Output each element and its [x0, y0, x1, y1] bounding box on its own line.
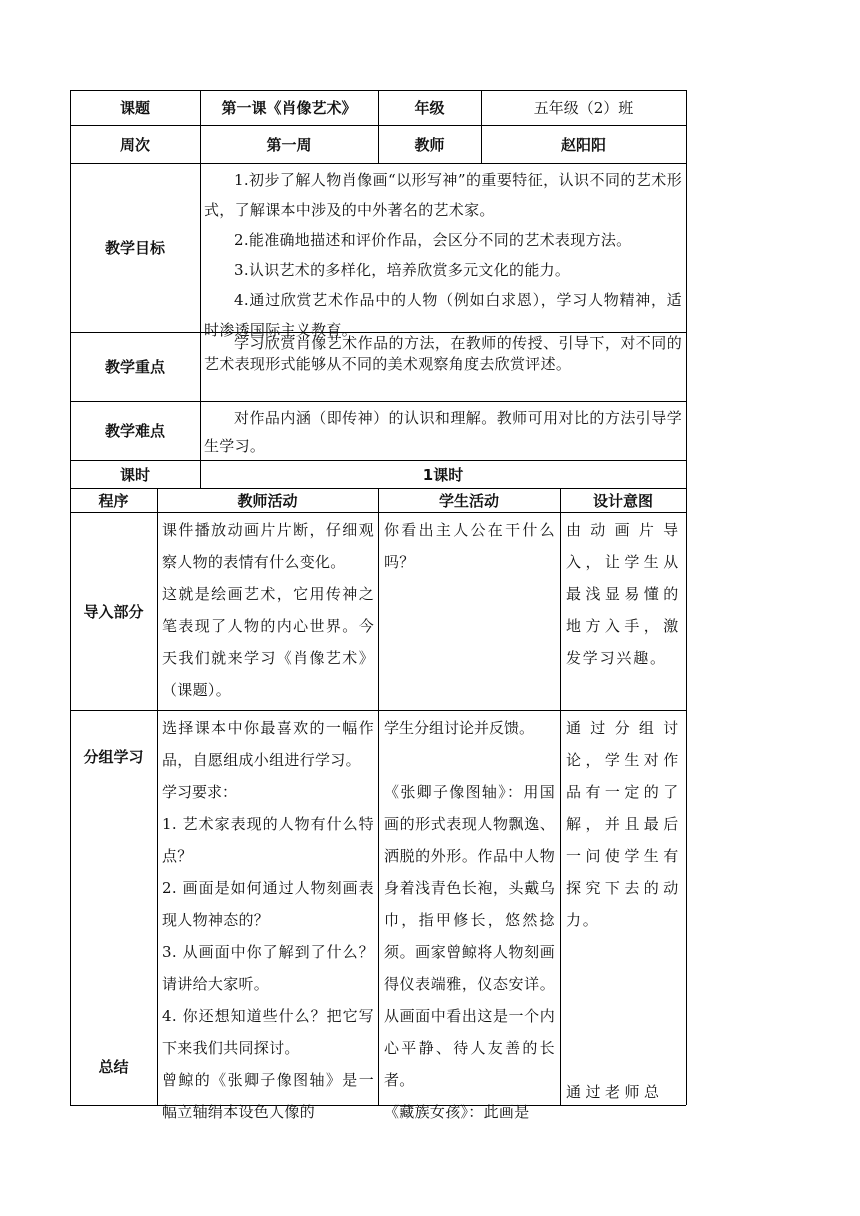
student-activity-line: 你看出主人公在干什么吗？: [384, 521, 555, 571]
column-header-student: 学生活动: [438, 491, 499, 510]
goal-item: 2.能准确地描述和评价作品，会区分不同的艺术表现方法。: [234, 231, 632, 249]
difficulties-content: [204, 404, 682, 458]
teacher-value: 赵阳阳: [560, 135, 606, 154]
design-intent-line: 由动画片导入，让学生从最浅显易懂的地方入手，激发学习兴趣。: [566, 521, 680, 667]
teacher-activity-line: 选择课本中你最喜欢的一幅作品，自愿组成小组进行学习。: [162, 719, 374, 769]
teacher-activity-line: 2. 画面是如何通过人物刻画表现人物神态的？: [162, 879, 374, 929]
hours-value: 1课时: [422, 465, 464, 484]
hours-label: 课时: [119, 465, 150, 484]
column-header-teacher: 教师活动: [237, 491, 298, 510]
grade-label: 年级: [414, 99, 445, 117]
student-activity-line: 学生分组讨论并反馈。: [384, 719, 535, 737]
grade-value: 五年级（2）班: [533, 99, 634, 117]
goals-label: 教学目标: [104, 239, 165, 257]
goals-content: [204, 165, 682, 339]
week-label: 周次: [119, 135, 150, 154]
teacher-activity-line: 课件播放动画片片断，仔细观察人物的表情有什么变化。: [162, 521, 374, 571]
student-activity-line: 《藏族女孩》：此画是: [384, 1103, 530, 1121]
stage-summary: 总结: [98, 1057, 129, 1076]
difficulties-label: 教学难点: [104, 422, 165, 440]
teacher-activity-group: [162, 712, 374, 1128]
goal-item: 3.认识艺术的多样化，培养欣赏多元文化的能力。: [234, 261, 571, 279]
column-header-intent: 设计意图: [592, 491, 653, 510]
design-intent-summary: [566, 1076, 680, 1108]
key-points-content: [204, 333, 682, 400]
teacher-activity-line: 3. 从画面中你了解到了什么？请讲给大家听。: [162, 943, 374, 993]
teacher-activity-line: 这就是绘画艺术，它用传神之笔表现了人物的内心世界。今天我们就来学习《肖像艺术》（课题）。: [162, 585, 374, 699]
design-intent-line: 通过老师总: [566, 1083, 664, 1101]
teacher-label: 教师: [414, 135, 445, 154]
grid-line: [378, 488, 379, 1105]
design-intent-line: 通过分组讨论，学生对作品有一定的了解，并且最后一问使学生有探究下去的动力。: [566, 719, 680, 929]
difficulties-text: 对作品内涵（即传神）的认识和理解。教师可用对比的方法引导学生学习。: [204, 409, 682, 455]
grid-line: [686, 90, 687, 1105]
student-activity-spacer: [384, 744, 555, 776]
student-activity-line: 《张卿子像图轴》：用国画的形式表现人物飘逸、洒脱的外形。作品中人物身着浅青色长袍，头戴乌巾，指甲修长，悠然捻须。画家曾鲸将人物刻画得仪表端雅，仪态安详。从画面中看出这是一个内心平静、待人友善的长者。: [384, 783, 555, 1089]
teacher-activity-line: 曾鲸的《张卿子像图轴》是一幅立轴绢本设色人像的: [162, 1071, 374, 1121]
key-points-text: 学习欣赏肖像艺术作品的方法，在教师的传授、引导下，对不同的艺术表现形式能够从不同的美术观察角度去欣赏评述。: [204, 334, 682, 373]
grid-line: [157, 488, 158, 1105]
student-activity-group: [384, 712, 555, 1128]
column-header-stage: 程序: [98, 491, 129, 510]
week-value: 第一周: [266, 135, 312, 154]
topic-value: 第一课《肖像艺术》: [221, 99, 357, 117]
design-intent-group: [566, 712, 680, 936]
student-activity-intro: [384, 514, 555, 578]
teacher-activity-line: 4. 你还想知道些什么？把它写下来我们共同探讨。: [162, 1007, 374, 1057]
design-intent-intro: [566, 514, 680, 674]
goal-item: 1.初步了解人物肖像画“以形写神”的重要特征，认识不同的艺术形式，了解课本中涉及的中外著名的艺术家。: [204, 171, 682, 219]
topic-label: 课题: [119, 99, 150, 117]
key-points-label: 教学重点: [104, 358, 165, 376]
goal-item: 4.通过欣赏艺术作品中的人物（例如白求恩），学习人物精神，适时渗透国际主义教育。: [204, 291, 682, 339]
stage-group-study: 分组学习: [83, 747, 144, 766]
teacher-activity-intro: [162, 514, 374, 706]
grid-line: [560, 488, 561, 1105]
teacher-activity-line: 1. 艺术家表现的人物有什么特点？: [162, 815, 374, 865]
teacher-activity-line: 学习要求：: [162, 783, 238, 801]
stage-intro: 导入部分: [83, 602, 144, 621]
